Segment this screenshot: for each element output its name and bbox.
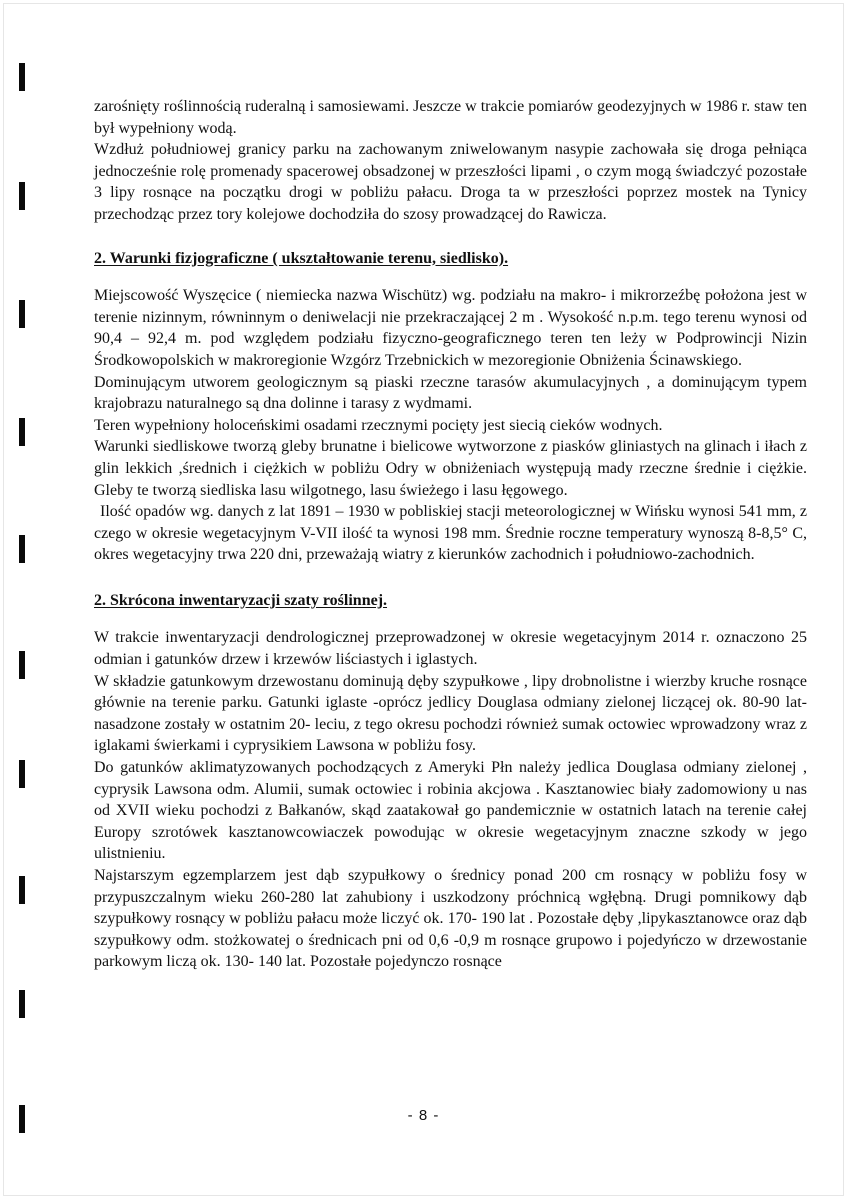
binding-mark bbox=[19, 651, 25, 679]
page-number: - 8 - bbox=[407, 1107, 440, 1124]
binding-mark bbox=[19, 535, 25, 563]
binding-marks bbox=[0, 0, 30, 1199]
document-page bbox=[94, 96, 807, 973]
body-paragraph: Do gatunków aklimatyzowanych pochodzących z Ameryki Płn należy jedlica Douglasa odmiany zielonej , cyprysik Lawsona odm. Alumii, sumak octowiec i robinia akcjowa . Kasztanowiec biały zadomowiony u nas od XVII wieku pochodzi z Bałkanów, skąd zaatakował go pandemicznie w ostatnich latach na terenie całej Europy szrotówek kasztanowcowiaczek powodując w okresie wegetacyjnym znaczne szkody w jego ulistnieniu. bbox=[94, 759, 807, 863]
intro-section bbox=[94, 96, 807, 226]
body-paragraph: Wzdłuż południowej granicy parku na zachowanym zniwelowanym nasypie zachowała się droga pełniąca jednocześnie rolę promenady spacerowej obsadzonej w przeszłości lipami , o czym mogą świadczyć pozostałe 3 lipy rosnące na początku drogi w pobliżu pałacu. Droga ta w przeszłości poprzez mostek na Tynicy przechodząc przez tory kolejowe dochodziła do szosy prowadzącej do Rawicza. bbox=[94, 141, 807, 223]
body-paragraph: Teren wypełniony holoceńskimi osadami rzecznymi pocięty jest siecią cieków wodnych. bbox=[94, 416, 663, 434]
binding-mark bbox=[19, 876, 25, 904]
section-heading: 2. Warunki fizjograficzne ( ukształtowanie terenu, siedlisko). bbox=[94, 249, 509, 267]
body-paragraph: Ilość opadów wg. danych z lat 1891 – 1930 w pobliskiej stacji meteorologicznej w Wińsku wynosi 541 mm, z czego w okresie wegetacyjnym V-VII ilość ta wynosi 198 mm. Średnie roczne temperatury wynoszą 8-8,5° C, okres wegetacyjny trwa 220 dni, przeważają wiatry z kierunków zachodnich i południowo-zachodnich. bbox=[94, 503, 807, 564]
binding-mark bbox=[19, 300, 25, 328]
binding-mark bbox=[19, 63, 25, 91]
body-paragraph: Najstarszym egzemplarzem jest dąb szypułkowy o średnicy ponad 200 cm rosnący w pobliżu fosy w przypuszczalnym wieku 260-280 lat zahubiony i uszkodzony próchnicą wgłębną. Drugi pomnikowy dąb szypułkowy rosnący w pobliżu pałacu może liczyć ok. 170- 190 lat . Pozostałe dęby ,lipykasztanowce oraz dąb szypułkowy odm. stożkowatej o średnicach pni od 0,6 -0,9 m rosnące grupowo i pojedyńczo w drzewostanie parkowym liczą ok. 130- 140 lat. Pozostałe pojedynczo rosnące bbox=[94, 867, 807, 971]
binding-mark bbox=[19, 760, 25, 788]
body-paragraph: zarośnięty roślinnością ruderalną i samosiewami. Jeszcze w trakcie pomiarów geodezyjnych w 1986 r. staw ten był wypełniony wodą. bbox=[94, 98, 807, 137]
binding-mark bbox=[19, 418, 25, 446]
section-heading: 2. Skrócona inwentaryzacji szaty roślinnej. bbox=[94, 591, 388, 609]
binding-mark bbox=[19, 990, 25, 1018]
body-paragraph: Miejscowość Wyszęcice ( niemiecka nazwa Wischütz) wg. podziału na makro- i mikrorzeźbę położona jest w terenie nizinnym, równinnym o deniwelacji nie przekraczającej 2 m . Wysokość n.p.m. tego terenu wynosi od 90,4 – 92,4 m. pod względem podziału fizyczno-geograficznego teren ten leży w Podprowincji Nizin Środkowopolskich w makroregionie Wzgórz Trzebnickich w mezoregionie Obniżenia Ścinawskiego. bbox=[94, 287, 807, 369]
body-paragraph: Dominującym utworem geologicznym są piaski rzeczne tarasów akumulacyjnych , a dominującym typem krajobrazu naturalnego są dna dolinne i tarasy z wydmami. bbox=[94, 373, 807, 413]
binding-mark bbox=[19, 182, 25, 210]
physiography-section bbox=[94, 248, 807, 566]
body-paragraph: Warunki siedliskowe tworzą gleby brunatne i bielicowe wytworzone z piasków gliniastych na glinach i iłach z glin lekkich ,średnich i ciężkich w pobliżu Odry w obniżeniach występują mady rzeczne średnie i ciężkie. Gleby te tworzą siedliska lasu wilgotnego, lasu świeżego i lasu łęgowego. bbox=[94, 438, 807, 499]
body-paragraph: W składzie gatunkowym drzewostanu dominują dęby szypułkowe , lipy drobnolistne i wierzby kruche rosnące głównie na terenie parku. Gatunki iglaste -oprócz jedlicy Douglasa odmiany zielonej liczącej ok. 80-90 lat- nasadzone zostały w ostatnim 20- leciu, z tego okresu pochodzi również sumak octowiec wprowadzony wraz z iglakami świerkami i cyprysikiem Lawsona w pobliżu fosy. bbox=[94, 672, 807, 755]
body-paragraph: W trakcie inwentaryzacji dendrologicznej przeprowadzonej w okresie wegetacyjnym 2014 r. oznaczono 25 odmian i gatunków drzew i krzewów liściastych i iglastych. bbox=[94, 629, 807, 669]
inventory-section bbox=[94, 590, 807, 973]
